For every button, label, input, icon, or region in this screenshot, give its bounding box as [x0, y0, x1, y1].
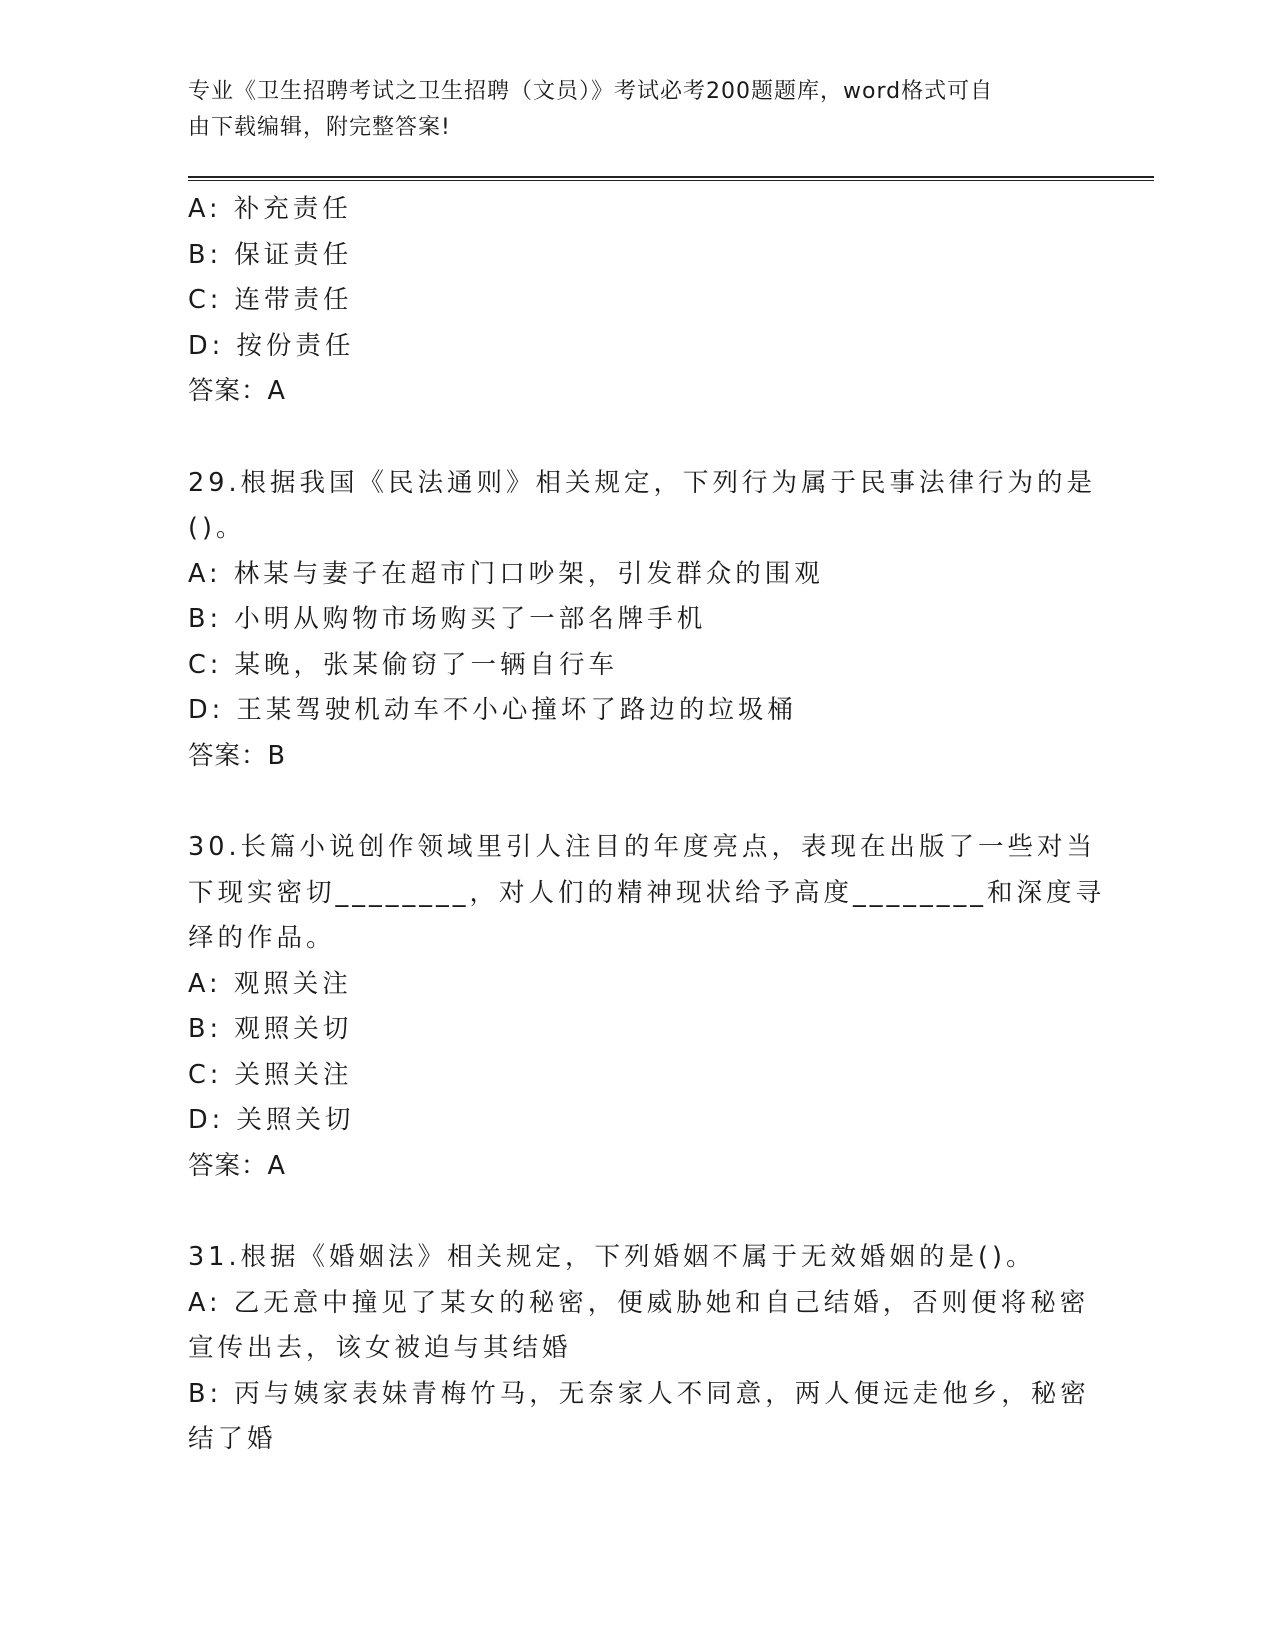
option-d: D: 王某驾驶机动车不小心撞坏了路边的垃圾桶	[188, 695, 797, 725]
option-c: C: 关照关注	[188, 1059, 353, 1090]
option-a: A: 观照关注	[188, 968, 352, 999]
option-d: D: 按份责任	[188, 330, 355, 361]
option-a: A: 林某与妻子在超市门口吵架，引发群众的围观	[188, 558, 824, 589]
header-divider	[188, 176, 1154, 181]
option-b-continued: 结了婚	[188, 1424, 277, 1454]
question-stem-line: ()。	[188, 513, 246, 543]
question-30	[188, 825, 1106, 1189]
option-b: B: 保证责任	[188, 239, 353, 270]
question-stem-line: 29.根据我国《民法通则》相关规定，下列行为属于民事法律行为的是	[188, 467, 1097, 498]
option-d: D: 关照关切	[188, 1105, 355, 1135]
header-line-1: 专业《卫生招聘考试之卫生招聘（文员）》考试必考200题题库，word格式可自	[188, 79, 994, 104]
question-stem-line: 下现实密切________，对人们的精神现状给予高度________和深度寻	[188, 877, 1106, 908]
option-c: C: 某晚，张某偷窃了一辆自行车	[188, 649, 619, 680]
answer-line: 答案：A	[188, 376, 286, 406]
option-a: A: 乙无意中撞见了某女的秘密，便威胁她和自己结婚，否则便将秘密	[188, 1287, 1090, 1318]
question-gap	[188, 415, 1088, 461]
option-b: B: 丙与姨家表妹青梅竹马，无奈家人不同意，两人便远走他乡，秘密	[188, 1378, 1090, 1409]
question-gap	[188, 1189, 1088, 1235]
header-line-2: 由下载编辑，附完整答案!	[188, 115, 451, 140]
option-b: B: 观照关切	[188, 1014, 353, 1044]
option-a-continued: 宣传出去，该女被迫与其结婚	[188, 1333, 572, 1363]
question-gap	[188, 779, 1088, 825]
option-a: A: 补充责任	[188, 194, 352, 224]
question-31	[188, 1235, 1088, 1463]
question-28	[188, 187, 1088, 415]
option-b: B: 小明从购物市场购买了一部名牌手机	[188, 604, 707, 634]
option-c: C: 连带责任	[188, 285, 353, 315]
question-stem-line: 31.根据《婚姻法》相关规定，下列婚姻不属于无效婚姻的是()。	[188, 1242, 1036, 1272]
answer-line: 答案：A	[188, 1150, 286, 1181]
question-stem-line: 绎的作品。	[188, 923, 336, 953]
answer-line: 答案：B	[188, 740, 286, 771]
question-29	[188, 461, 1097, 780]
question-list	[188, 187, 1106, 1463]
question-stem-line: 30.长篇小说创作领域里引人注目的年度亮点，表现在出版了一些对当	[188, 832, 1097, 862]
document-header	[188, 74, 1068, 146]
